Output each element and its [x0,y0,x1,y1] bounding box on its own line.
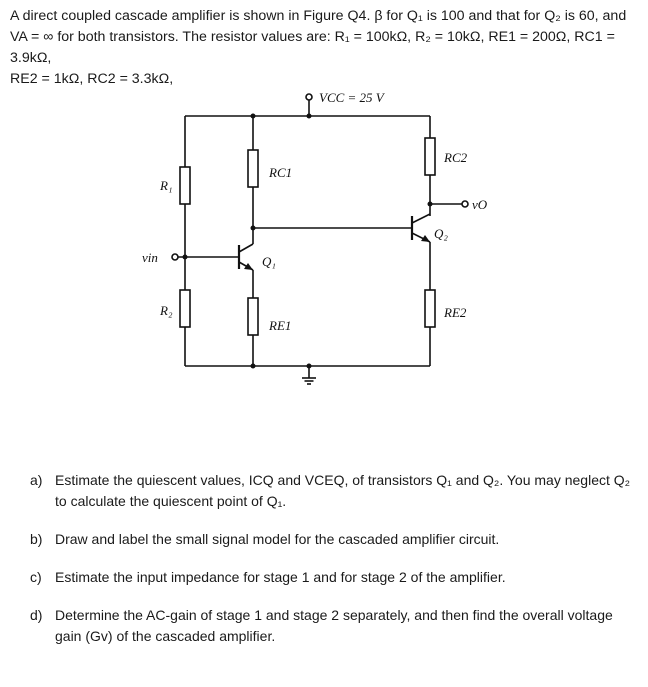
junction-dot [183,255,188,260]
intro-line-2: VA = ∞ for both transistors. The resistor values are: R₁ = 100kΩ, R₂ = 10kΩ, RE1 = 200Ω, RC1 = 3.9kΩ, [10,29,615,66]
vo-terminal [462,201,468,207]
question-label: b) [30,531,43,547]
question-c [30,567,640,588]
vin-terminal [172,254,178,260]
rc2-label: RC2 [444,150,468,165]
junction-dot [307,114,312,119]
question-label: a) [30,472,43,488]
r2-body [180,290,190,327]
re2-label: RE2 [444,305,467,320]
q2-collector [412,214,430,223]
vin-label: vin [142,250,158,265]
junction-dot [307,364,312,369]
question-text: Estimate the quiescent values, ICQ and VCEQ, of transistors Q₁ and Q₂. You may neglect Q₂ to calculate the quiescent point of Q₁. [55,472,631,509]
q1-collector [239,244,253,252]
junction-dot [251,226,256,231]
re1-body [248,298,258,335]
r1-label: R₁ [160,178,173,193]
question-b [30,529,640,550]
vcc-terminal [306,94,312,100]
intro-line-1: A direct coupled cascade amplifier is shown in Figure Q4. β for Q₁ is 100 and that for Q₂ is 60, and [10,8,627,24]
intro-line-3: RE2 = 1kΩ, RC2 = 3.3kΩ, [10,71,174,87]
vcc-label: VCC = 25 V [319,90,384,105]
question-label: d) [30,607,43,623]
junction-dot [428,202,433,207]
rc1-body [248,150,258,187]
question-d [30,605,640,647]
r1-body [180,167,190,204]
junction-dot [251,114,256,119]
question-text: Estimate the input impedance for stage 1 and for stage 2 of the amplifier. [55,569,506,585]
q1-label: Q₁ [262,254,276,269]
vo-label: vO [472,197,488,212]
r2-label: R₂ [160,303,173,318]
question-label: c) [30,569,42,585]
circuit-diagram [0,80,648,333]
problem-statement [10,6,640,90]
re2-body [425,290,435,327]
q2-label: Q₂ [434,226,448,241]
junction-dot [251,364,256,369]
question-list [30,470,640,664]
question-text: Determine the AC-gain of stage 1 and stage 2 separately, and then find the overall voltage gain (Gv) of the cascaded amplifier. [55,607,613,644]
re1-label: RE1 [269,318,292,333]
rc2-body [425,138,435,175]
question-a [30,470,640,512]
rc1-label: RC1 [269,165,293,180]
question-text: Draw and label the small signal model for the cascaded amplifier circuit. [55,531,500,547]
